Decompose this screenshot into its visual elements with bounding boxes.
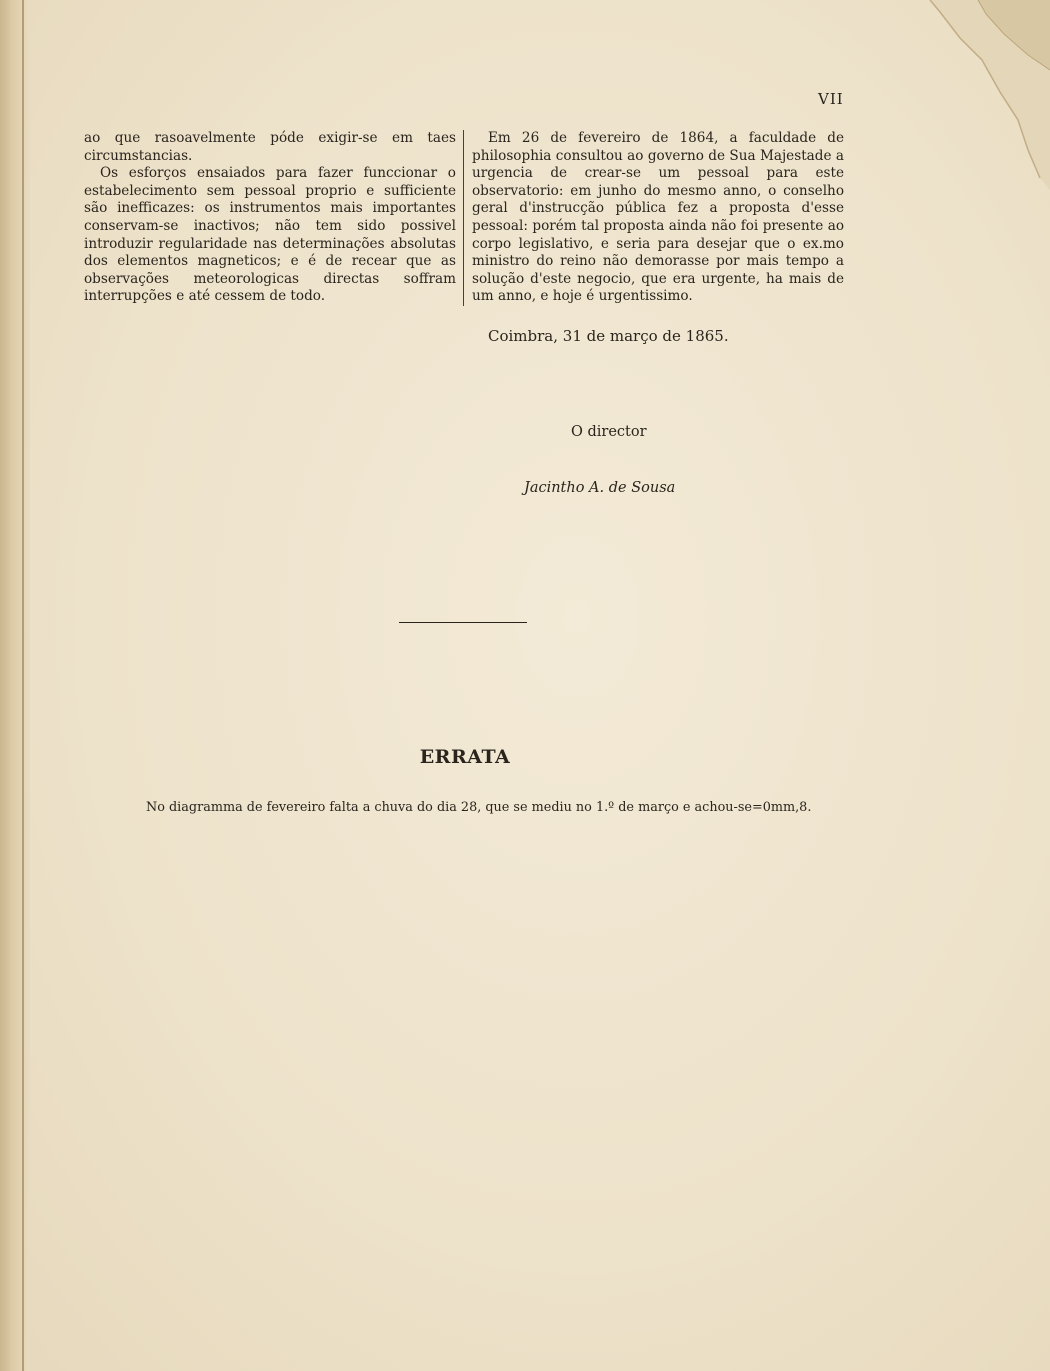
left-column <box>84 130 456 306</box>
binding-edge <box>0 0 30 1371</box>
column-divider <box>463 130 464 306</box>
left-paragraph-1: ao que rasoavelmente póde exigir-se em taes circumstancias. <box>84 130 456 164</box>
page-number: VII <box>818 90 844 108</box>
section-rule <box>399 622 527 623</box>
errata-heading: ERRATA <box>419 746 511 768</box>
left-paragraph-2: Os esforços ensaiados para fazer funccionar o estabelecimento sem pessoal proprio e sufficiente são inefficazes: os instrumentos mais importantes conservam-se inactivos; não tem sido possivel introduzir regularidade nas determinações absolutas dos elementos magneticos; e é de recear que as observações meteorologicas directas soffram interrupções e até cessem de todo. <box>84 165 456 305</box>
torn-corner <box>900 0 1050 190</box>
right-column <box>472 130 844 306</box>
errata-text: No diagramma de fevereiro falta a chuva do dia 28, que se mediu no 1.º de março e achou-se=0mm,8. <box>146 800 812 815</box>
dateline: Coimbra, 31 de março de 1865. <box>488 327 729 345</box>
binding-line <box>22 0 24 1371</box>
right-paragraph-1: Em 26 de fevereiro de 1864, a faculdade de philosophia consultou ao governo de Sua Majestade a urgencia de crear-se um pessoal para este observatorio: em junho do mesmo anno, o conselho geral d'instrucção pública fez a proposta d'esse pessoal: porém tal proposta ainda não foi presente ao corpo legislativo, e seria para desejar que o ex.mo ministro do reino não demorasse por mais tempo a solução d'este negocio, que era urgente, ha mais de um anno, e hoje é urgentissimo. <box>472 130 844 305</box>
signature-name: Jacintho A. de Sousa <box>524 480 676 496</box>
director-title: O director <box>571 424 647 440</box>
